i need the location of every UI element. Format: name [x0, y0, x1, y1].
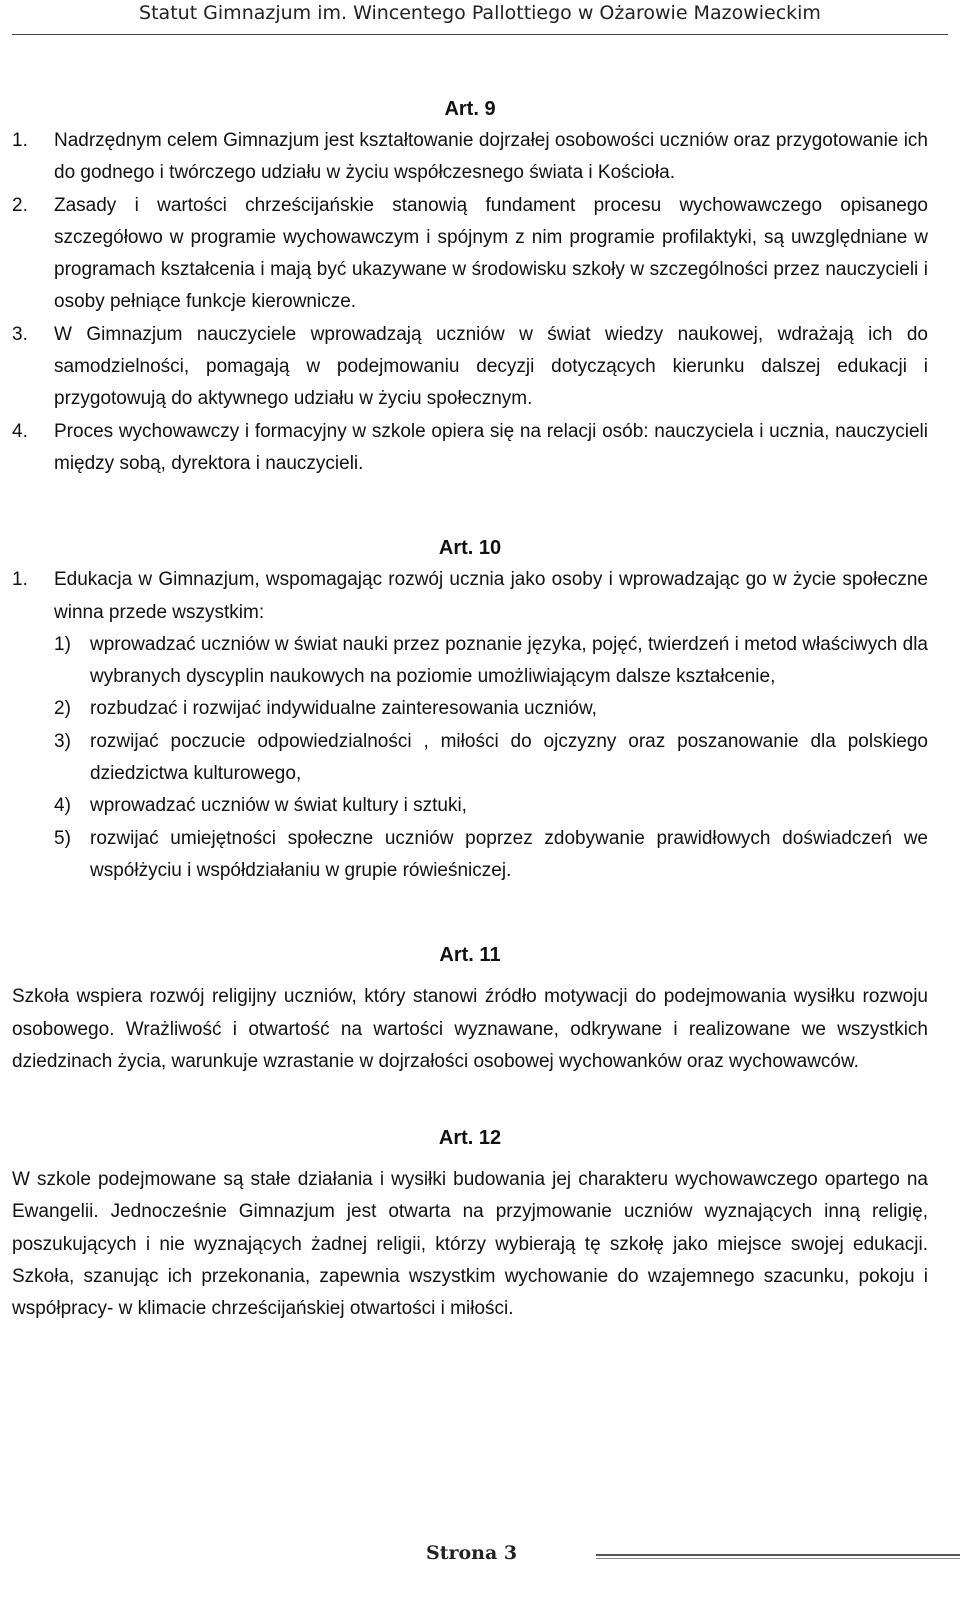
sub-item-text: wprowadzać uczniów w świat kultury i sztuki, [90, 795, 467, 817]
point-text: Proces wychowawczy i formacyjny w szkole opiera się na relacji osób: nauczyciela i ucznia, nauczycieli między sobą, dyrektora i nauczycieli. [54, 420, 928, 474]
document-body [12, 90, 928, 1326]
footer-rule-thin [596, 1558, 960, 1559]
point-text: Zasady i wartości chrześcijańskie stanowią fundament procesu wychowawczego opisanego szczegółowo w programie wychowawczym i spójnym z nim programie profilaktyki, są uwzględniane w programach kształcenia i mają być ukazywane w środowisku szkoły w szczególności przez nauczycieli i osoby pełniące funkcje kierownicze. [54, 194, 928, 313]
sub-item [54, 790, 928, 822]
point-number: 3. [12, 323, 28, 345]
sub-item [54, 693, 928, 725]
article-heading: Art. 11 [439, 944, 501, 967]
sub-item-number: 3) [54, 730, 71, 752]
sub-item-text: rozwijać poczucie odpowiedzialności , miłości do ojczyzny oraz poszanowanie dla polskiego dziedzictwa kulturowego, [90, 730, 928, 785]
article-point [12, 416, 928, 481]
article-9 [12, 93, 928, 480]
sub-item-number: 1) [54, 633, 71, 655]
point-text: Edukacja w Gimnazjum, wspomagając rozwój ucznia jako osoby i wprowadzając go w życie społeczne winna przede wszystkim: [54, 569, 928, 623]
article-heading: Art. 9 [444, 98, 496, 120]
point-text: W Gimnazjum nauczyciele wprowadzają uczniów w świat wiedzy naukowej, wdrażają ich do samodzielności, pomagają w podejmowaniu decyzji dotyczących kierunku dalszej edukacji i przygotowują do aktywnego udziału w życiu społecznym. [54, 323, 928, 410]
article-10 [12, 532, 928, 887]
sub-item [54, 629, 928, 694]
footer-rule [596, 1554, 960, 1556]
sub-item-number: 2) [54, 698, 71, 720]
point-number: 2. [12, 194, 28, 216]
sub-item [54, 726, 928, 791]
page-footer [0, 1540, 960, 1570]
sub-item [54, 823, 928, 888]
sub-item-number: 5) [54, 827, 71, 849]
article-point [12, 564, 928, 887]
article-points [12, 125, 928, 480]
sub-items [54, 629, 928, 887]
point-text: Nadrzędnym celem Gimnazjum jest kształtowanie dojrzałej osobowości uczniów oraz przygotowanie ich do godnego i twórczego udziału w życiu współczesnego świata i Kościoła. [54, 130, 928, 184]
sub-item-text: rozbudzać i rozwijać indywidualne zainteresowania uczniów, [90, 698, 597, 720]
article-points [12, 564, 928, 887]
article-point [12, 190, 928, 319]
sub-item-number: 4) [54, 795, 71, 817]
header-rule [12, 34, 948, 35]
point-number: 1. [12, 569, 28, 591]
article-12 [12, 1122, 928, 1325]
article-heading: Art. 10 [438, 537, 502, 560]
article-11 [12, 939, 928, 1078]
article-point [12, 125, 928, 190]
article-paragraph: Szkoła wspiera rozwój religijny uczniów, który stanowi źródło motywacji do podejmowania wysiłku rozwoju osobowego. Wrażliwość i otwartość na wartości wyznawane, odkrywane i realizowane we wszystkich dziedzinach życia, warunkuje wzrastanie w dojrzałości osobowej wychowanków oraz wychowawców. [12, 986, 928, 1072]
sub-item-text: rozwijać umiejętności społeczne uczniów poprzez zdobywanie prawidłowych doświadczeń we współżyciu i współdziałaniu w grupie rówieśniczej. [90, 827, 928, 881]
article-point [12, 319, 928, 416]
page-number: Strona 3 [418, 1542, 525, 1564]
point-number: 1. [12, 130, 28, 151]
sub-item-text: wprowadzać uczniów w świat nauki przez poznanie języka, pojęć, twierdzeń i metod właściwych dla wybranych dyscyplin naukowych na poziomie umożliwiającym dalsze kształcenie, [90, 633, 928, 688]
article-heading: Art. 12 [438, 1127, 502, 1150]
running-header: Statut Gimnazjum im. Wincentego Pallottiego w Ożarowie Mazowieckim [139, 2, 821, 24]
point-number: 4. [12, 420, 28, 442]
article-paragraph: W szkole podejmowane są stałe działania i wysiłki budowania jej charakteru wychowawczego opartego na Ewangelii. Jednocześnie Gimnazjum jest otwarta na przyjmowanie uczniów wyznających inną religię, poszukujących i nie wyznających żadnej religii, którzy wybierają tę szkołę jako miejsce swojej edukacji. Szkoła, szanując ich przekonania, zapewnia wszystkim wychowanie do wzajemnego szacunku, pokoju i współpracy- w klimacie chrześcijańskiej otwartości i miłości. [12, 1169, 928, 1320]
